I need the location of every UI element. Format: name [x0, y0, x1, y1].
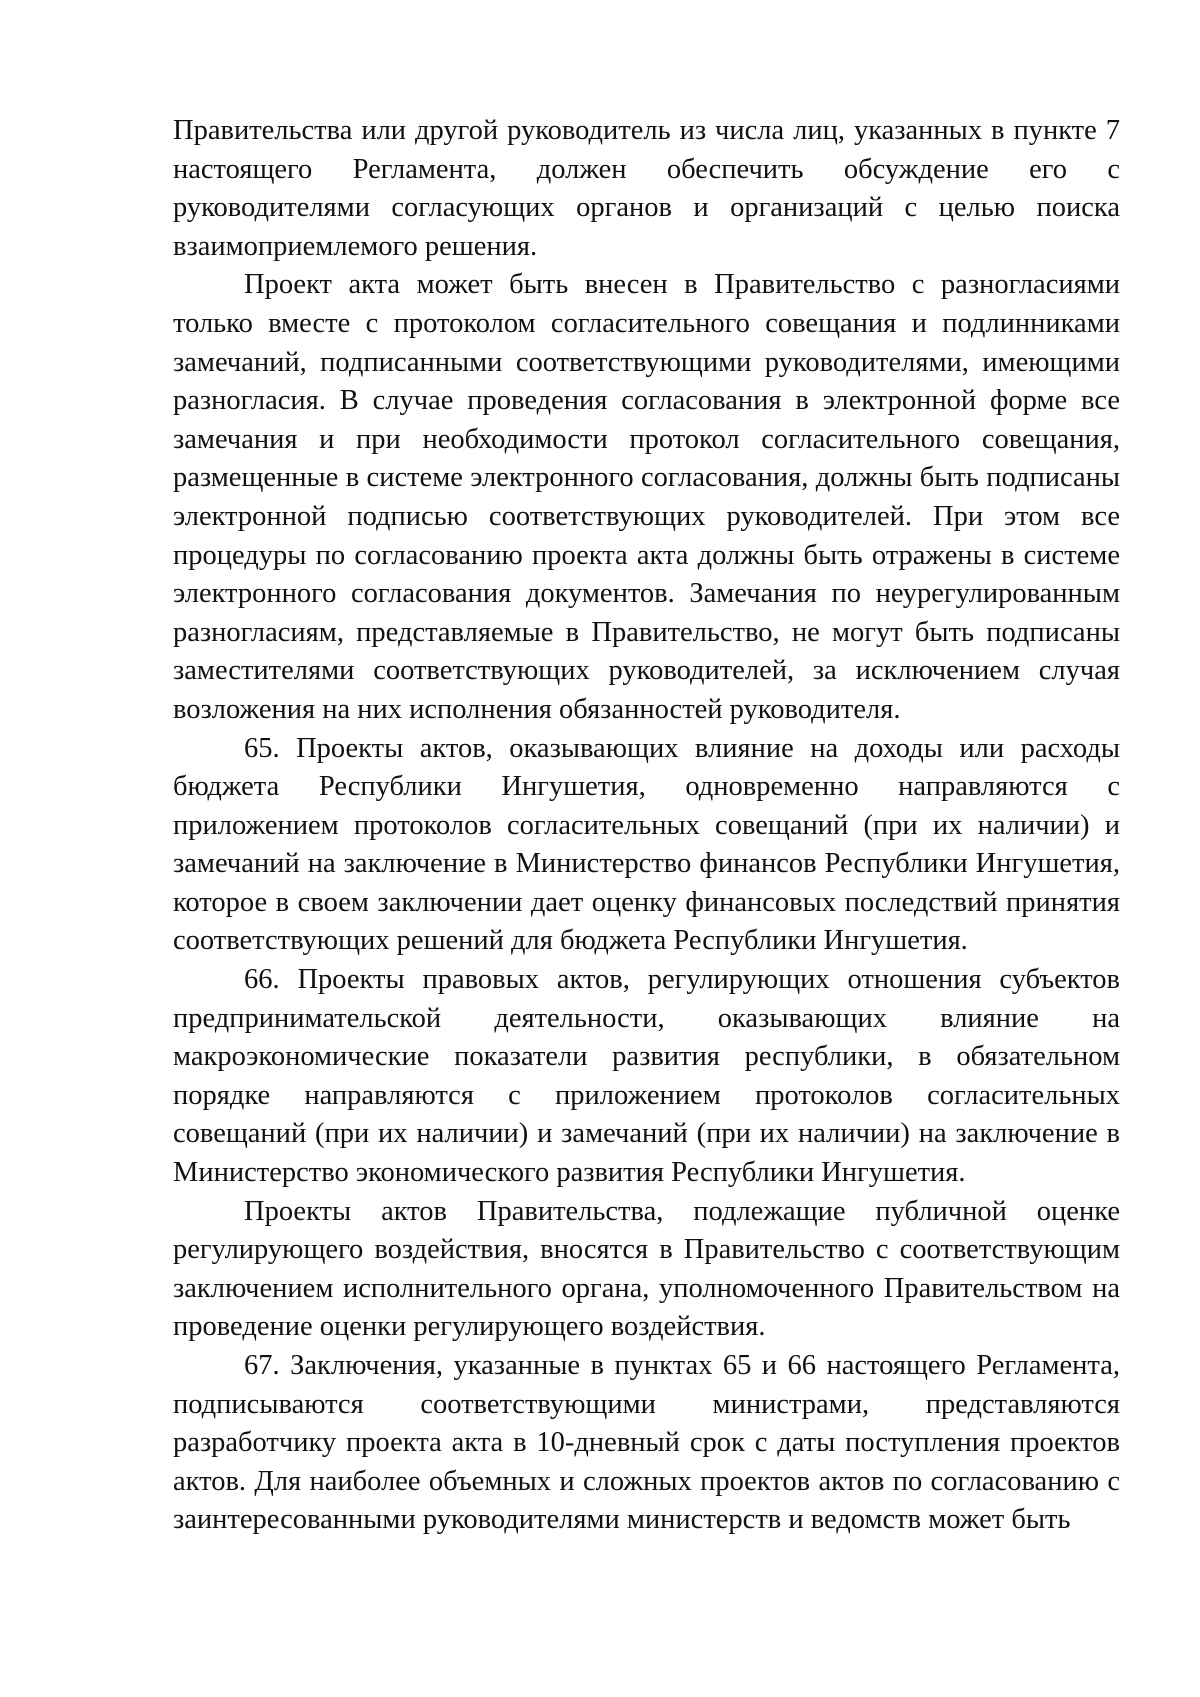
paragraph-65: 65. Проекты актов, оказывающих влияние на доходы или расходы бюджета Республики Ингушетия, одновременно направляются с приложением протоколов согласительных совещаний (при их наличии) и замечаний на заключение в Министерство финансов Республики Ингушетия, которое в своем заключении дает оценку финансовых последствий принятия соответствующих решений для бюджета Республики Ингушетия.: [173, 732, 1120, 957]
paragraph-disagreements: Проект акта может быть внесен в Правительство с разногласиями только вместе с протоколом согласительного совещания и подлинниками замечаний, подписанными соответствующими руководителями, имеющими разногласия. В случае проведения согласования в электронной форме все замечания и при необходимости протокол согласительного совещания, размещенные в системе электронного согласования, должны быть подписаны электронной подписью соответствующих руководителей. При этом все процедуры по согласованию проекта акта должны быть отражены в системе электронного согласования документов. Замечания по неурегулированным разногласиям, представляемые в Правительство, не могут быть подписаны заместителями соответствующих руководителей, за исключением случая возложения на них исполнения обязанностей руководителя.: [173, 269, 1120, 725]
paragraph-67: 67. Заключения, указанные в пунктах 65 и 66 настоящего Регламента, подписываются соответствующими министрами, представляются разработчику проекта акта в 10-дневный срок с даты поступления проектов актов. Для наиболее объемных и сложных проектов актов по согласованию с заинтересованными руководителями министерств и ведомств может быть: [173, 1350, 1120, 1536]
paragraph-66: 66. Проекты правовых актов, регулирующих отношения субъектов предпринимательской деятельности, оказывающих влияние на макроэкономические показатели развития республики, в обязательном порядке направляются с приложением протоколов согласительных совещаний (при их наличии) и замечаний (при их наличии) на заключение в Министерство экономического развития Республики Ингушетия.: [173, 964, 1120, 1189]
paragraph-regulatory-impact: Проекты актов Правительства, подлежащие публичной оценке регулирующего воздействия, вносятся в Правительство с соответствующим заключением исполнительного органа, уполномоченного Правительством на проведение оценки регулирующего воздействия.: [173, 1195, 1120, 1343]
document-page: [173, 112, 1120, 1540]
paragraph-continuation: Правительства или другой руководитель из числа лиц, указанных в пункте 7 настоящего Регламента, должен обеспечить обсуждение его с руководителями согласующих органов и организаций с целью поиска взаимоприемлемого решения.: [173, 115, 1120, 262]
